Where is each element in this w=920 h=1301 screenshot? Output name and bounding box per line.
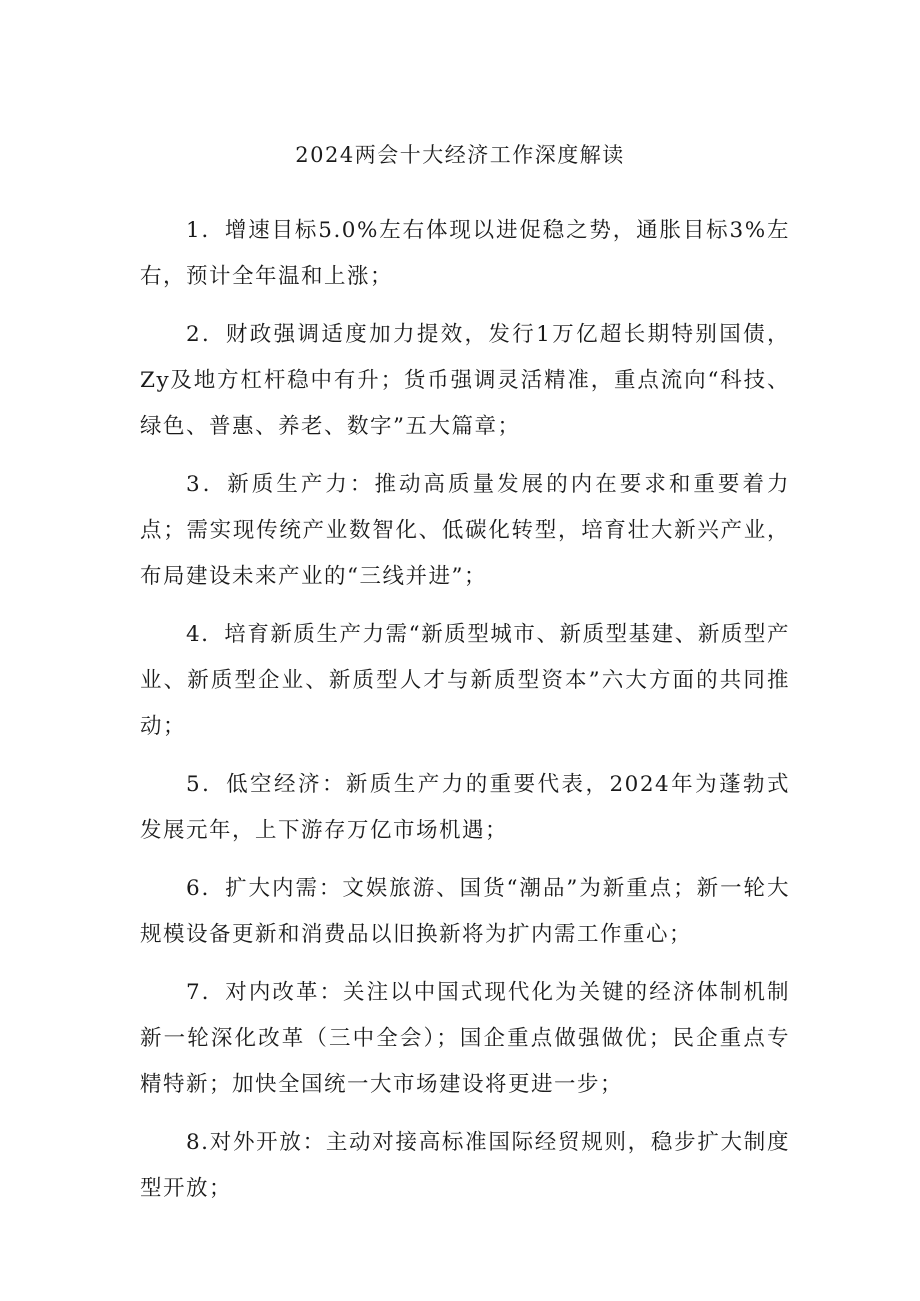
paragraph-4: 4．培育新质生产力需“新质型城市、新质型基建、新质型产业、新质型企业、新质型人才与新质型资本”六大方面的共同推动； — [140, 622, 790, 739]
document-title: 2024两会十大经济工作深度解读 — [295, 143, 625, 167]
paragraph-5: 5．低空经济：新质生产力的重要代表，2024年为蓬勃式发展元年，上下游存万亿市场机遇； — [140, 772, 790, 843]
paragraph-1: 1．增速目标5.0%左右体现以进促稳之势，通胀目标3%左右，预计全年温和上涨； — [140, 218, 790, 289]
paragraph-2: 2．财政强调适度加力提效，发行1万亿超长期特别国债，Zy及地方杠杆稳中有升；货币强调灵活精准，重点流向“科技、绿色、普惠、养老、数字”五大篇章； — [140, 322, 790, 439]
paragraph-8: 8.对外开放：主动对接高标准国际经贸规则，稳步扩大制度型开放； — [140, 1130, 790, 1201]
paragraph-6: 6．扩大内需：文娱旅游、国货“潮品”为新重点；新一轮大规模设备更新和消费品以旧换新将为扩内需工作重心； — [140, 876, 790, 947]
document-body — [140, 208, 790, 1224]
paragraph-3: 3．新质生产力：推动高质量发展的内在要求和重要着力点；需实现传统产业数智化、低碳化转型，培育壮大新兴产业，布局建设未来产业的“三线并进”； — [140, 472, 790, 589]
paragraph-7: 7．对内改革：关注以中国式现代化为关键的经济体制机制新一轮深化改革（三中全会）；国企重点做强做优；民企重点专精特新；加快全国统一大市场建设将更进一步； — [140, 980, 790, 1097]
